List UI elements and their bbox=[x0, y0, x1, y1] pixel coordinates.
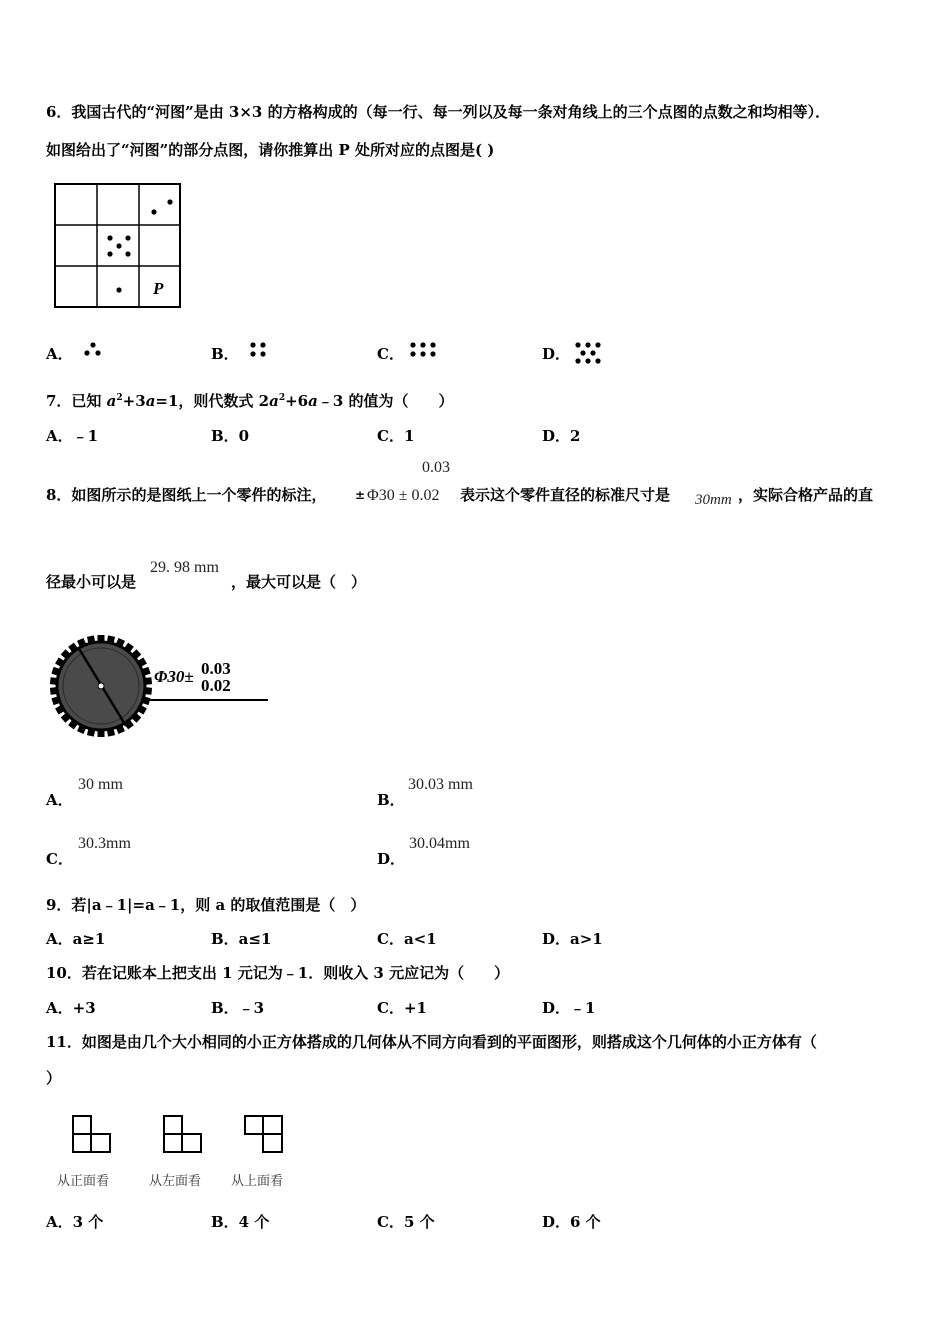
q10-option-c: C．+1 bbox=[377, 999, 427, 1017]
q11-option-a: A．3 个 bbox=[46, 1213, 104, 1231]
q6-option-b: B． bbox=[211, 345, 239, 363]
q9-stem: 9．若|a﹣1|=a﹣1，则 a 的取值范围是（ ） bbox=[46, 896, 366, 914]
q8-formula: Φ30 ± 0.02 bbox=[367, 487, 440, 504]
q11-stem-line1: 11．如图是由几个大小相同的小正方体搭成的几何体从不同方向看到的平面图形，则搭成这个几何体的小正方体有（ bbox=[46, 1033, 817, 1051]
fig-phi30-label: Φ30± bbox=[154, 667, 194, 686]
q8-option-d-value: 30.04mm bbox=[409, 835, 470, 852]
q6-option-d: D． bbox=[542, 345, 571, 363]
q7-stem: 7．已知 $a^2+3a=1$，则代数式 $2a^2+6a﹣3$ 的值为（ ） bbox=[46, 392, 454, 410]
q10-stem: 10．若在记账本上把支出 1 元记为﹣1．则收入 3 元应记为（ ） bbox=[46, 964, 510, 982]
q10-option-a: A．+3 bbox=[46, 999, 96, 1017]
q9-option-a: A．a≥1 bbox=[46, 930, 106, 948]
q6-option-c-dots bbox=[409, 341, 439, 359]
q8-tolerance-superscript: 0.03 bbox=[422, 459, 450, 476]
q11-stem-line2: ） bbox=[46, 1069, 62, 1087]
q8-option-a-value: 30 mm bbox=[78, 776, 123, 793]
q11-option-b: B．4 个 bbox=[211, 1213, 270, 1231]
q10-option-d: D．﹣1 bbox=[542, 999, 596, 1017]
q10-option-b: B．﹣3 bbox=[211, 999, 265, 1017]
front-view-figure bbox=[72, 1115, 112, 1153]
q6-option-c: C． bbox=[377, 345, 404, 363]
q8-pm-sign: ± bbox=[355, 488, 366, 502]
q7-option-c: C．1 bbox=[377, 427, 415, 445]
q8-option-a: A． bbox=[46, 791, 73, 809]
q6-option-d-dots bbox=[574, 342, 604, 366]
q8-option-d: D． bbox=[377, 850, 406, 868]
q8-option-b: B． bbox=[377, 791, 405, 809]
caption-left-view: 从左面看 bbox=[149, 1174, 202, 1189]
q6-stem-line1: 6．我国古代的“河图”是由 3×3 的方格构成的（每一行、每一列以及每一条对角线上的三个点图的点数之和均相等）． bbox=[46, 103, 831, 121]
caption-top-view: 从上面看 bbox=[231, 1174, 284, 1189]
q8-stem-tail: ，实际合格产品的直 bbox=[738, 486, 874, 504]
hetu-grid-figure bbox=[54, 183, 182, 309]
left-view-figure bbox=[163, 1115, 203, 1153]
q8-option-c-value: 30.3mm bbox=[78, 835, 131, 852]
q8-stem-prefix: 8．如图所示的是图纸上一个零件的标注， bbox=[46, 486, 327, 504]
q7-option-d: D．2 bbox=[542, 427, 581, 445]
fig-lower-tolerance: 0.02 bbox=[201, 676, 231, 695]
q8-option-b-value: 30.03 mm bbox=[408, 776, 473, 793]
q11-option-d: D．6 个 bbox=[542, 1213, 601, 1231]
gear-part-figure bbox=[50, 633, 280, 737]
q8-option-c: C． bbox=[46, 850, 73, 868]
caption-front-view: 从正面看 bbox=[57, 1174, 110, 1189]
q6-stem-line2: 如图给出了“河图”的部分点图，请你推算出 P 处所对应的点图是( ) bbox=[46, 141, 495, 159]
q7-option-b: B．0 bbox=[211, 427, 250, 445]
top-view-figure bbox=[244, 1115, 284, 1153]
q9-option-d: D．a>1 bbox=[542, 930, 603, 948]
q9-option-b: B．a≤1 bbox=[211, 930, 272, 948]
q8-stem-mid: 表示这个零件直径的标准尺寸是 bbox=[460, 486, 671, 504]
q6-option-a-dots bbox=[83, 341, 103, 357]
q6-option-b-dots bbox=[249, 341, 269, 359]
q7-option-a: A．﹣1 bbox=[46, 427, 99, 445]
grid-p-label: P bbox=[153, 279, 164, 298]
q6-option-a: A． bbox=[46, 345, 73, 363]
q11-option-c: C．5 个 bbox=[377, 1213, 435, 1231]
q8-standard-size: 30mm bbox=[695, 492, 732, 508]
q8-stem-line2-tail: ，最大可以是（ ） bbox=[231, 573, 367, 591]
fig-upper-tolerance: 0.03 bbox=[201, 659, 231, 678]
q9-option-c: C．a<1 bbox=[377, 930, 437, 948]
q8-stem-line2-prefix: 径最小可以是 bbox=[46, 573, 137, 591]
q8-min-value: 29. 98 mm bbox=[150, 559, 219, 576]
